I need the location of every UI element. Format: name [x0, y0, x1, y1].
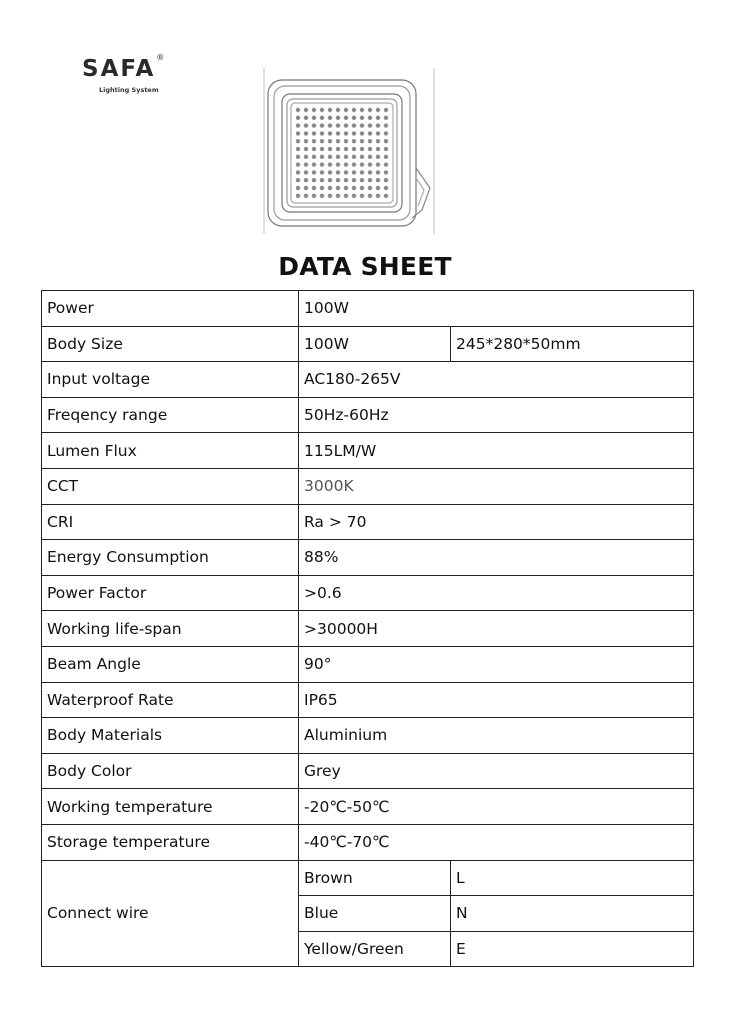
- led-dot: [296, 155, 300, 159]
- led-dot: [296, 131, 300, 135]
- led-dot: [344, 162, 348, 166]
- led-dot: [376, 139, 380, 143]
- led-dot: [384, 162, 388, 166]
- led-dot: [384, 170, 388, 174]
- led-dot: [336, 178, 340, 182]
- led-dot: [296, 194, 300, 198]
- spec-row-frequency-range: [42, 397, 694, 433]
- led-dot: [328, 155, 332, 159]
- led-dot: [336, 147, 340, 151]
- flood-light-icon: [262, 68, 438, 234]
- spec-label: Waterproof Rate: [42, 682, 299, 718]
- led-dot: [384, 139, 388, 143]
- led-dot: [344, 116, 348, 120]
- led-dot: [368, 131, 372, 135]
- led-dot: [336, 162, 340, 166]
- led-dot: [304, 186, 308, 190]
- led-dot: [376, 194, 380, 198]
- led-dot: [320, 178, 324, 182]
- led-dot: [360, 178, 364, 182]
- led-dot: [296, 162, 300, 166]
- led-dot: [312, 162, 316, 166]
- spec-label: Power: [42, 291, 299, 327]
- led-dot: [336, 131, 340, 135]
- led-dot: [312, 116, 316, 120]
- spec-label: Body Color: [42, 753, 299, 789]
- led-dot: [384, 131, 388, 135]
- led-dot: [312, 139, 316, 143]
- wire-code: L: [451, 860, 694, 896]
- led-dot: [328, 178, 332, 182]
- led-dot: [384, 116, 388, 120]
- spec-label: Working life-span: [42, 611, 299, 647]
- spec-value: Ra > 70: [299, 504, 694, 540]
- led-dot: [352, 131, 356, 135]
- spec-label: Energy Consumption: [42, 540, 299, 576]
- spec-table: [41, 290, 694, 967]
- spec-value-secondary: 245*280*50mm: [451, 326, 694, 362]
- spec-label: CCT: [42, 468, 299, 504]
- spec-row-cct: [42, 468, 694, 504]
- led-dot: [360, 108, 364, 112]
- spec-value: AC180-265V: [299, 362, 694, 398]
- led-dot: [336, 194, 340, 198]
- led-dot: [328, 186, 332, 190]
- led-dot: [320, 131, 324, 135]
- led-dot: [360, 116, 364, 120]
- led-dot: [320, 194, 324, 198]
- wire-row-brown: [42, 860, 694, 896]
- wire-color: Brown: [299, 860, 451, 896]
- page-title: DATA SHEET: [278, 252, 452, 281]
- spec-label: Power Factor: [42, 575, 299, 611]
- spec-value: 3000K: [299, 468, 694, 504]
- led-dot: [360, 139, 364, 143]
- led-dot: [360, 186, 364, 190]
- spec-row-body-size: [42, 326, 694, 362]
- led-dot: [376, 108, 380, 112]
- brand-tagline: Lighting System: [99, 86, 159, 94]
- led-dot: [296, 170, 300, 174]
- led-dot: [320, 170, 324, 174]
- led-dot: [336, 186, 340, 190]
- led-dot: [384, 123, 388, 127]
- led-dot: [328, 116, 332, 120]
- led-dot: [360, 194, 364, 198]
- spec-row-working-life-span: [42, 611, 694, 647]
- led-dot: [384, 186, 388, 190]
- led-dot: [344, 131, 348, 135]
- wire-color: Yellow/Green: [299, 931, 451, 967]
- led-dot: [320, 147, 324, 151]
- led-dot: [344, 108, 348, 112]
- led-dot: [296, 116, 300, 120]
- led-dot: [304, 131, 308, 135]
- led-dot: [344, 155, 348, 159]
- led-dot: [296, 178, 300, 182]
- led-dot: [312, 147, 316, 151]
- led-dot: [312, 178, 316, 182]
- led-dot: [376, 147, 380, 151]
- led-dot: [368, 194, 372, 198]
- led-dot: [368, 123, 372, 127]
- led-dot: [312, 131, 316, 135]
- led-dot: [344, 139, 348, 143]
- spec-label: Working temperature: [42, 789, 299, 825]
- spec-label: CRI: [42, 504, 299, 540]
- led-dot: [352, 178, 356, 182]
- led-dot: [344, 186, 348, 190]
- spec-label: Body Materials: [42, 718, 299, 754]
- led-dot: [336, 116, 340, 120]
- connect-wire-label: Connect wire: [42, 860, 299, 967]
- led-dot: [344, 194, 348, 198]
- led-dot: [304, 162, 308, 166]
- led-dot: [320, 139, 324, 143]
- spec-row-storage-temperature: [42, 824, 694, 860]
- led-dot: [312, 155, 316, 159]
- spec-value: >0.6: [299, 575, 694, 611]
- led-dot: [344, 123, 348, 127]
- led-dot: [368, 186, 372, 190]
- led-dot: [368, 108, 372, 112]
- led-dot: [312, 170, 316, 174]
- led-dot: [320, 123, 324, 127]
- brand-logo: [82, 53, 192, 106]
- led-dot: [360, 170, 364, 174]
- led-dot: [360, 131, 364, 135]
- led-dot: [360, 155, 364, 159]
- spec-label: Storage temperature: [42, 824, 299, 860]
- led-dot: [360, 123, 364, 127]
- led-dot: [344, 178, 348, 182]
- led-dot: [320, 186, 324, 190]
- led-dot: [296, 139, 300, 143]
- led-dot: [384, 194, 388, 198]
- led-dot: [304, 116, 308, 120]
- led-dot: [352, 108, 356, 112]
- led-dot: [352, 147, 356, 151]
- led-dot: [296, 123, 300, 127]
- led-dot: [336, 155, 340, 159]
- led-dot: [320, 155, 324, 159]
- led-dot: [352, 139, 356, 143]
- led-dot: [336, 123, 340, 127]
- spec-label: Lumen Flux: [42, 433, 299, 469]
- led-dot: [320, 116, 324, 120]
- led-dot: [304, 139, 308, 143]
- led-dot: [312, 123, 316, 127]
- led-dot: [352, 186, 356, 190]
- wire-code: N: [451, 896, 694, 932]
- led-dot: [328, 162, 332, 166]
- led-dot: [368, 147, 372, 151]
- spec-value: 88%: [299, 540, 694, 576]
- spec-row-body-materials: [42, 718, 694, 754]
- led-dot: [328, 170, 332, 174]
- spec-value: Grey: [299, 753, 694, 789]
- spec-value: -20℃-50℃: [299, 789, 694, 825]
- spec-label: Freqency range: [42, 397, 299, 433]
- led-dot: [320, 108, 324, 112]
- led-dot: [328, 108, 332, 112]
- led-dot: [384, 108, 388, 112]
- spec-row-beam-angle: [42, 646, 694, 682]
- led-dot: [376, 123, 380, 127]
- brand-name: SAFA: [82, 56, 156, 82]
- spec-row-body-color: [42, 753, 694, 789]
- spec-value: 100W: [299, 326, 451, 362]
- spec-value: 90°: [299, 646, 694, 682]
- led-dot: [304, 155, 308, 159]
- led-dot: [352, 170, 356, 174]
- wire-code: E: [451, 931, 694, 967]
- led-dot: [296, 108, 300, 112]
- led-dot: [304, 178, 308, 182]
- led-dot: [336, 139, 340, 143]
- led-dot: [328, 123, 332, 127]
- led-dot: [376, 162, 380, 166]
- led-dot: [368, 139, 372, 143]
- led-dot: [376, 131, 380, 135]
- spec-row-lumen-flux: [42, 433, 694, 469]
- led-dot: [304, 123, 308, 127]
- led-dot: [312, 186, 316, 190]
- led-dot: [328, 147, 332, 151]
- led-dot: [352, 194, 356, 198]
- spec-value: 100W: [299, 291, 694, 327]
- spec-value: 50Hz-60Hz: [299, 397, 694, 433]
- led-dot: [376, 155, 380, 159]
- led-dot: [344, 170, 348, 174]
- led-dot: [304, 108, 308, 112]
- wire-color: Blue: [299, 896, 451, 932]
- led-dot: [296, 186, 300, 190]
- led-dot: [368, 155, 372, 159]
- spec-label: Input voltage: [42, 362, 299, 398]
- spec-row-input-voltage: [42, 362, 694, 398]
- led-dot: [376, 178, 380, 182]
- led-dot: [352, 162, 356, 166]
- led-dot: [320, 162, 324, 166]
- led-dot: [384, 155, 388, 159]
- spec-value: -40℃-70℃: [299, 824, 694, 860]
- spec-row-working-temperature: [42, 789, 694, 825]
- spec-value: IP65: [299, 682, 694, 718]
- led-dot: [336, 108, 340, 112]
- led-dot: [304, 170, 308, 174]
- led-dot: [304, 147, 308, 151]
- led-dot: [368, 116, 372, 120]
- led-dot: [376, 170, 380, 174]
- led-dot: [328, 139, 332, 143]
- led-dot: [352, 123, 356, 127]
- led-dot: [376, 116, 380, 120]
- spec-value: 115LM/W: [299, 433, 694, 469]
- led-dot: [368, 170, 372, 174]
- led-dot: [384, 147, 388, 151]
- spec-row-power-factor: [42, 575, 694, 611]
- led-dot: [336, 170, 340, 174]
- spec-row-power: [42, 291, 694, 327]
- led-dot: [352, 116, 356, 120]
- led-dot: [304, 194, 308, 198]
- led-dot: [328, 194, 332, 198]
- led-dot: [360, 162, 364, 166]
- registered-mark: ®: [156, 53, 165, 62]
- spec-row-cri: [42, 504, 694, 540]
- led-dot: [368, 162, 372, 166]
- led-dot: [344, 147, 348, 151]
- led-dot: [368, 178, 372, 182]
- spec-label: Body Size: [42, 326, 299, 362]
- led-dot: [376, 186, 380, 190]
- led-dot: [352, 155, 356, 159]
- led-dot: [312, 108, 316, 112]
- led-dot: [312, 194, 316, 198]
- spec-value: >30000H: [299, 611, 694, 647]
- led-dot: [328, 131, 332, 135]
- spec-label: Beam Angle: [42, 646, 299, 682]
- spec-row-waterproof-rate: [42, 682, 694, 718]
- led-dot: [384, 178, 388, 182]
- spec-row-energy-consumption: [42, 540, 694, 576]
- spec-value: Aluminium: [299, 718, 694, 754]
- led-dot: [296, 147, 300, 151]
- led-dot: [360, 147, 364, 151]
